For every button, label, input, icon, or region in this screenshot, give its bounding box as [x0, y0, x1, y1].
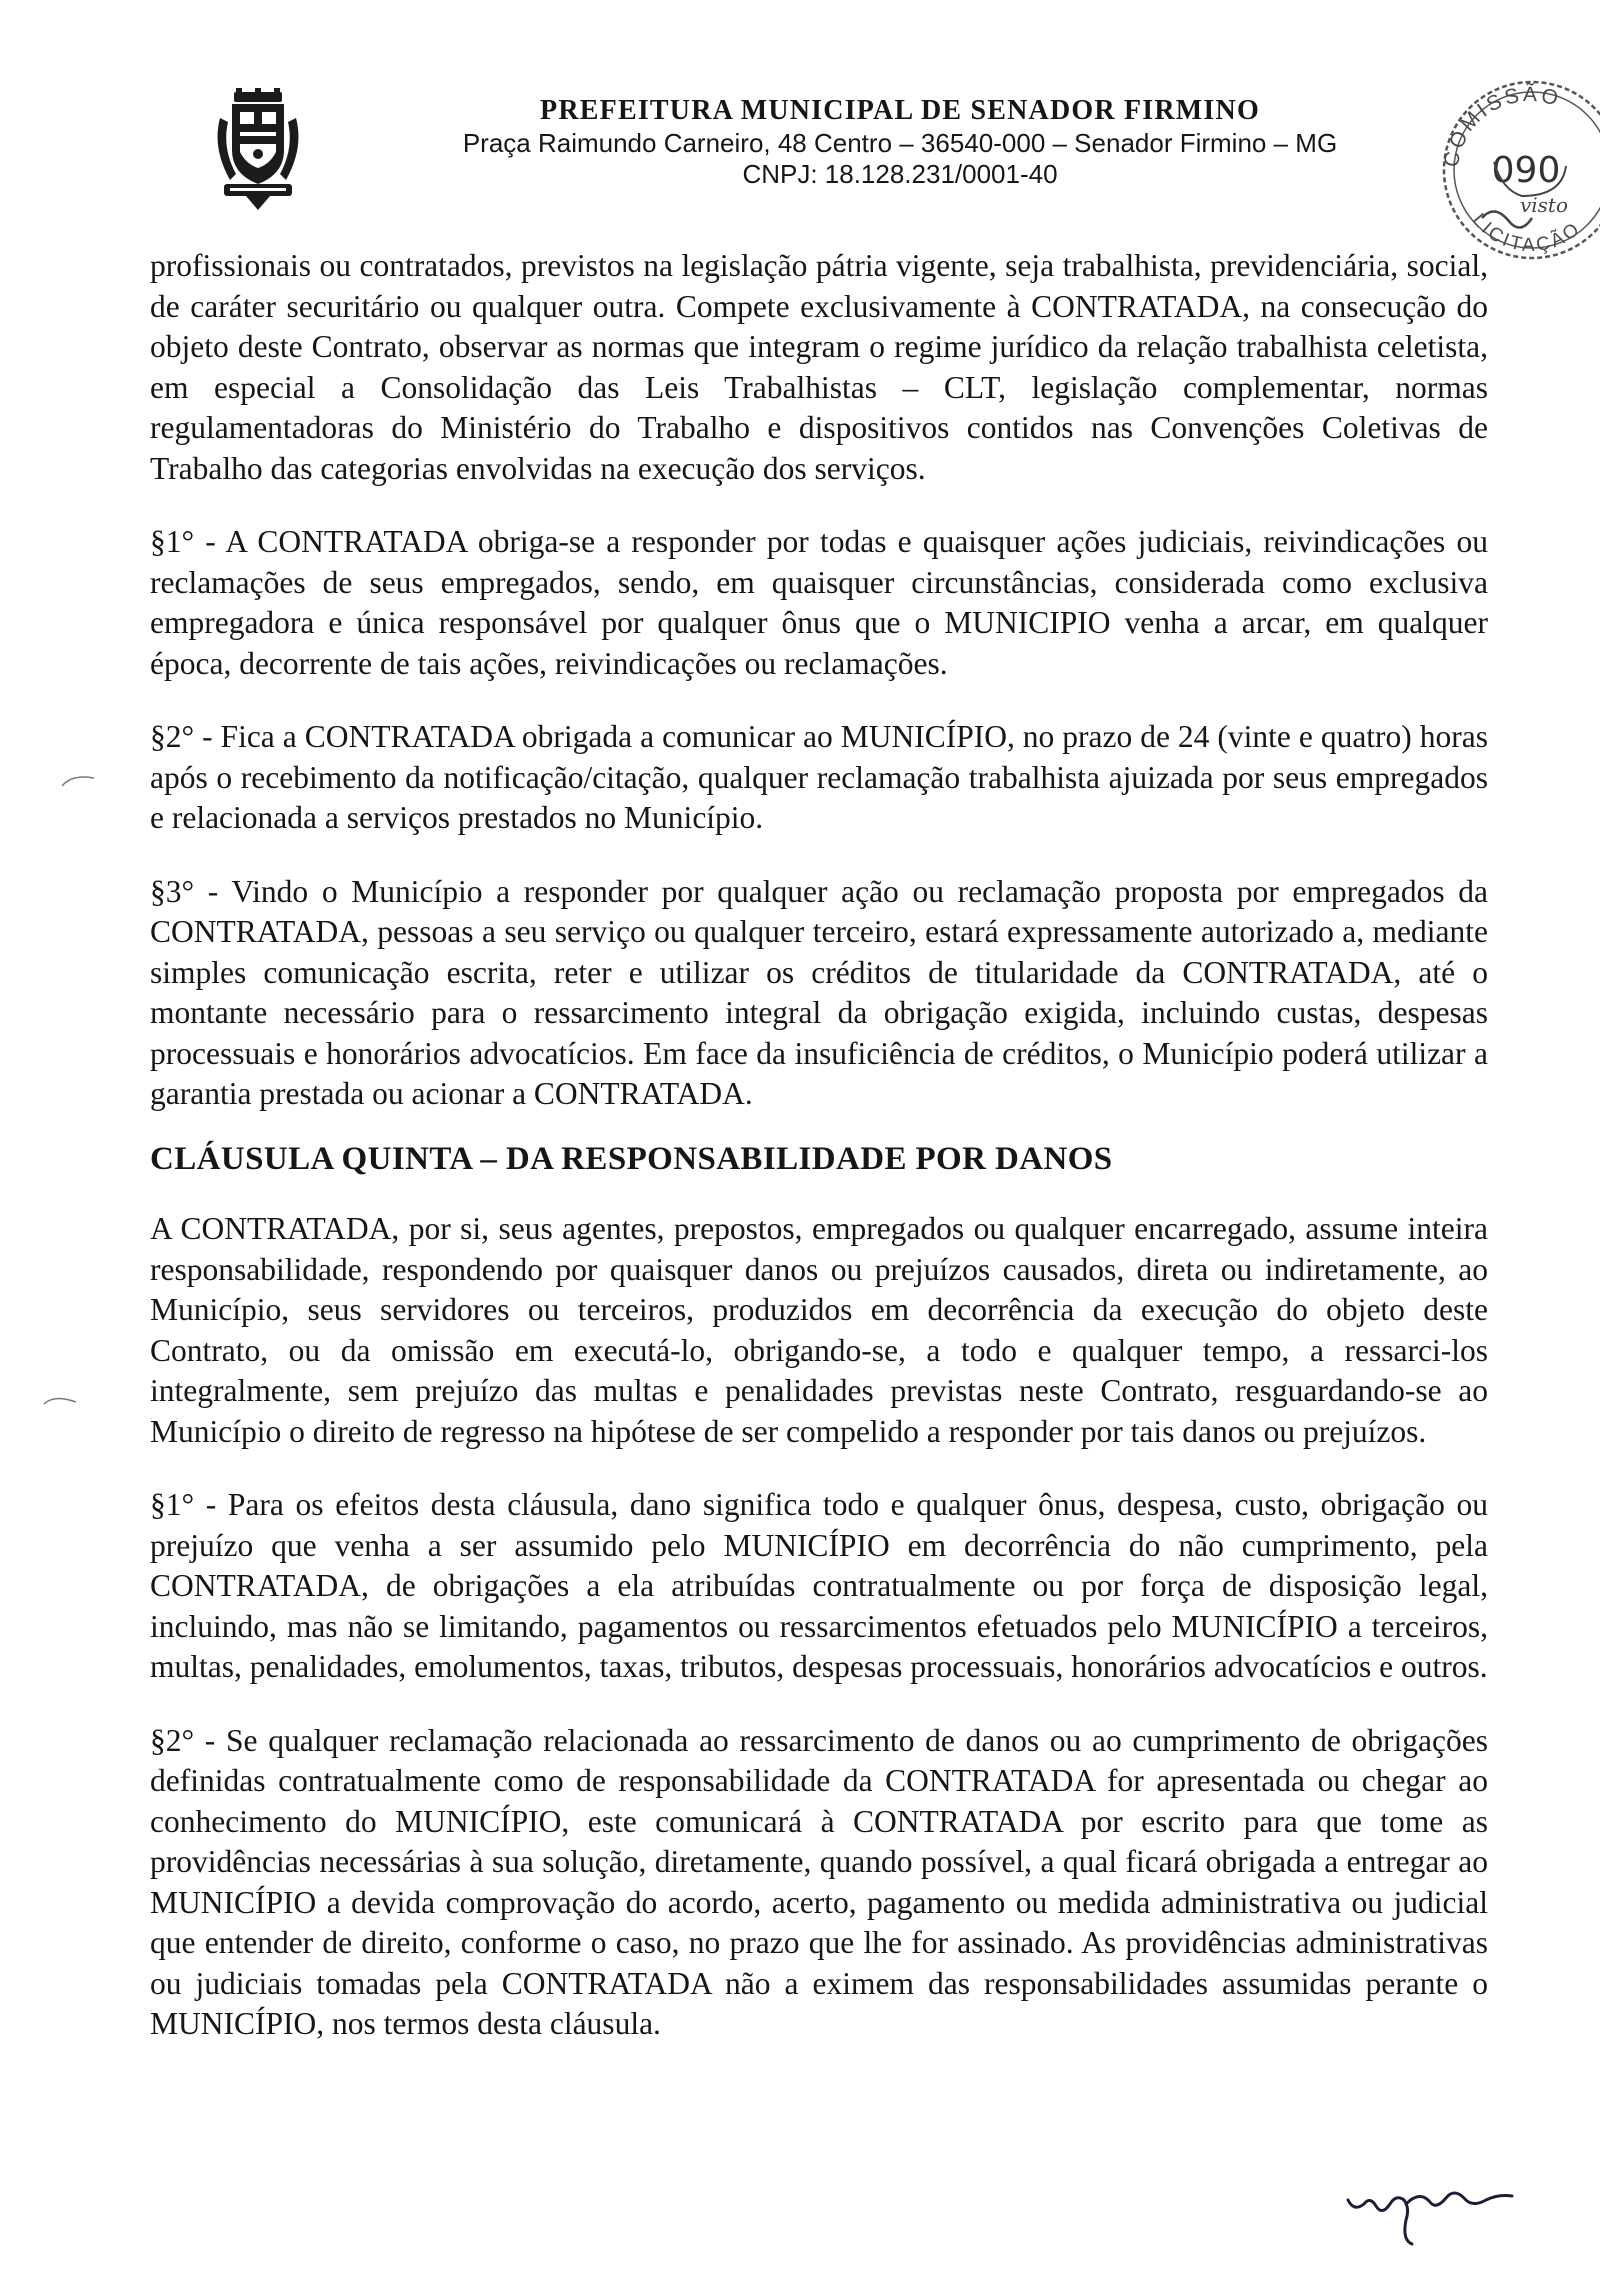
stamp-bottom-text: LICITAÇÃO: [1467, 209, 1586, 257]
stamp-number: 090: [1491, 150, 1561, 191]
margin-pen-mark: [58, 770, 98, 790]
municipality-address: Praça Raimundo Carneiro, 48 Centro – 36540-000 – Senador Firmino – MG: [462, 128, 1338, 158]
contract-body: [150, 246, 1488, 2078]
section-paragraph-main: A CONTRATADA, por si, seus agentes, prepostos, empregados ou qualquer encarregado, assume inteira responsabilidade, respondendo por quaisquer danos ou prejuízos causados, direta ou indiretamente, ao Município, seus servidores ou terceiros, produzidos em decorrência da execução do objeto deste Contrato, ou da omissão em executá-lo, obrigando-se, a todo e qualquer tempo, a ressarci-los integralmente, sem prejuízo das multas e penalidades previstas neste Contrato, resguardando-se ao Município o direito de regresso na hipótese de ser compelido a responder por tais danos ou prejuízos.: [150, 1211, 1488, 1449]
handwritten-initials: [1340, 2160, 1520, 2250]
stamp-top-text: COMISSÃO: [1439, 82, 1564, 169]
paragraph-3: §3° - Vindo o Município a responder por qualquer ação ou reclamação proposta por empregados da CONTRATADA, pessoas a seu serviço ou qualquer terceiro, estará expressamente autorizado a, mediante simples comunicação escrita, reter e utilizar os créditos de titularidade da CONTRATADA, até o montante necessário para o ressarcimento integral da obrigação exigida, incluindo custas, despesas processuais e honorários advocatícios. Em face da insuficiência de créditos, o Município poderá utilizar a garantia prestada ou acionar a CONTRATADA.: [150, 873, 1488, 1111]
section-paragraph-1: §1° - Para os efeitos desta cláusula, dano significa todo e qualquer ônus, despesa, custo, obrigação ou prejuízo que venha a ser assumido pelo MUNICÍPIO em decorrência do não cumprimento, pela CONTRATADA, de obrigações a ela atribuídas contratualmente ou por força de disposição legal, incluindo, mas não se limitando, pagamentos ou ressarcimentos efetuados pelo MUNICÍPIO a terceiros, multas, penalidades, emolumentos, taxas, tributos, despesas processuais, honorários advocatícios e outros.: [150, 1487, 1488, 1684]
section-heading: CLÁUSULA QUINTA – DA RESPONSABILIDADE POR DANOS: [150, 1140, 1113, 1177]
letterhead: [400, 94, 1400, 190]
municipality-cnpj: CNPJ: 18.128.231/0001-40: [742, 159, 1058, 189]
paragraph-continuation: profissionais ou contratados, previstos na legislação pátria vigente, seja trabalhista, previdenciária, social, de caráter securitário ou qualquer outra. Compete exclusivamente à CONTRATADA, na consecução do objeto deste Contrato, observar as normas que integram o regime jurídico da relação trabalhista celetista, em especial a Consolidação das Leis Trabalhistas – CLT, legislação complementar, normas regulamentadoras do Ministério do Trabalho e dispositivos contidos nas Convenções Coletivas de Trabalho das categorias envolvidas na execução dos serviços.: [150, 248, 1488, 486]
municipality-name: PREFEITURA MUNICIPAL DE SENADOR FIRMINO: [540, 95, 1260, 126]
coat-of-arms-icon: [210, 88, 306, 210]
margin-pen-mark: [40, 1390, 80, 1410]
section-paragraph-2: §2° - Se qualquer reclamação relacionada ao ressarcimento de danos ou ao cumprimento de obrigações definidas contratualmente como de responsabilidade da CONTRATADA for apresentada ou chegar ao conhecimento do MUNICÍPIO, este comunicará à CONTRATADA por escrito para que tome as providências necessárias à sua solução, diretamente, quando possível, a qual ficará obrigada a entregar ao MUNICÍPIO a devida comprovação do acordo, acerto, pagamento ou medida administrativa ou judicial que entender de direito, conforme o caso, no prazo que lhe for assinado. As providências administrativas ou judiciais tomadas pela CONTRATADA não a eximem das responsabilidades assumidas perante o MUNICÍPIO, nos termos desta cláusula.: [150, 1722, 1488, 2041]
paragraph-1: §1° - A CONTRATADA obriga-se a responder por todas e quaisquer ações judiciais, reivindicações ou reclamações de seus empregados, sendo, em quaisquer circunstâncias, considerada como exclusiva empregadora e única responsável por qualquer ônus que o MUNICIPIO venha a arcar, em qualquer época, decorrente de tais ações, reivindicações ou reclamações.: [150, 524, 1488, 681]
stamp-initials: visto: [1519, 193, 1569, 217]
commission-stamp: [1432, 70, 1600, 260]
paragraph-2: §2° - Fica a CONTRATADA obrigada a comunicar ao MUNICÍPIO, no prazo de 24 (vinte e quatro) horas após o recebimento da notificação/citação, qualquer reclamação trabalhista ajuizada por seus empregados e relacionada a serviços prestados no Município.: [150, 719, 1488, 835]
